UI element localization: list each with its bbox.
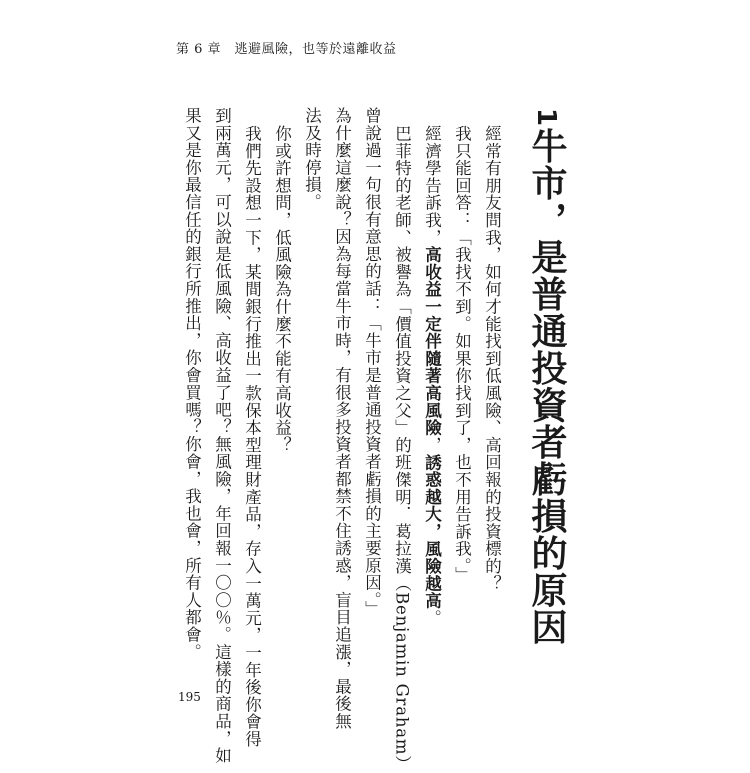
body-column [393,125,410,773]
body-column [363,107,380,618]
section-number: 1 [531,108,561,128]
body-text: 我們先設想一下，某間銀行推出一款保本型理財產品，存入一萬元，一年後你會得 [242,125,262,748]
body-text: 巴菲特的老師、被譽為「價值投資之父」的班傑明．葛拉漢（Benjamin Graham） [392,125,412,773]
body-text: 經常有朋友問我，如何才能找到低風險、高回報的投資標的？ [482,125,502,593]
running-head: 第 6 章 逃避風險，也等於遠離收益 [176,42,397,57]
body-text: 你或許想問，低風險為什麼不能有高收益？ [272,125,292,454]
section-title-text: 牛市，是普通投資者虧損的原因 [526,127,567,646]
body-text: 經濟學告訴我， [422,125,442,247]
body-column [243,125,260,748]
body-column [423,125,440,627]
emphasis-text: 誘惑越大，風險越高 [422,453,442,610]
body-text: 為什麼這麼說？因為每當牛市時，有很多投資者都禁不住誘惑，盲目追漲，最後無 [332,107,352,730]
body-column [333,107,350,730]
body-text: 我只能回答：「我找不到。如果你找到了，也不用告訴我。」 [452,125,472,584]
body-text: 。 [422,609,442,627]
page-number: 195 [178,690,201,704]
body-text: ， [422,436,442,454]
section-title [526,108,567,646]
emphasis-text: 高收益一定伴隨著高風險 [422,246,442,437]
body-text: 到兩萬元，可以說是低風險、高收益了吧？無風險，年回報一〇〇％。這樣的商品，如 [212,107,232,765]
body-column [483,125,500,592]
body-column [183,107,200,661]
body-column [273,125,290,454]
body-text: 果又是你最信任的銀行所推出，你會買嗎？你會，我也會，所有人都會。 [182,107,202,661]
body-text: 法及時停損。 [302,107,322,211]
body-text: 曾說過一句很有意思的話：「牛市是普通投資者虧損的主要原因。」 [362,107,382,618]
body-column [453,125,470,584]
body-column [303,107,320,211]
body-column [213,107,230,764]
